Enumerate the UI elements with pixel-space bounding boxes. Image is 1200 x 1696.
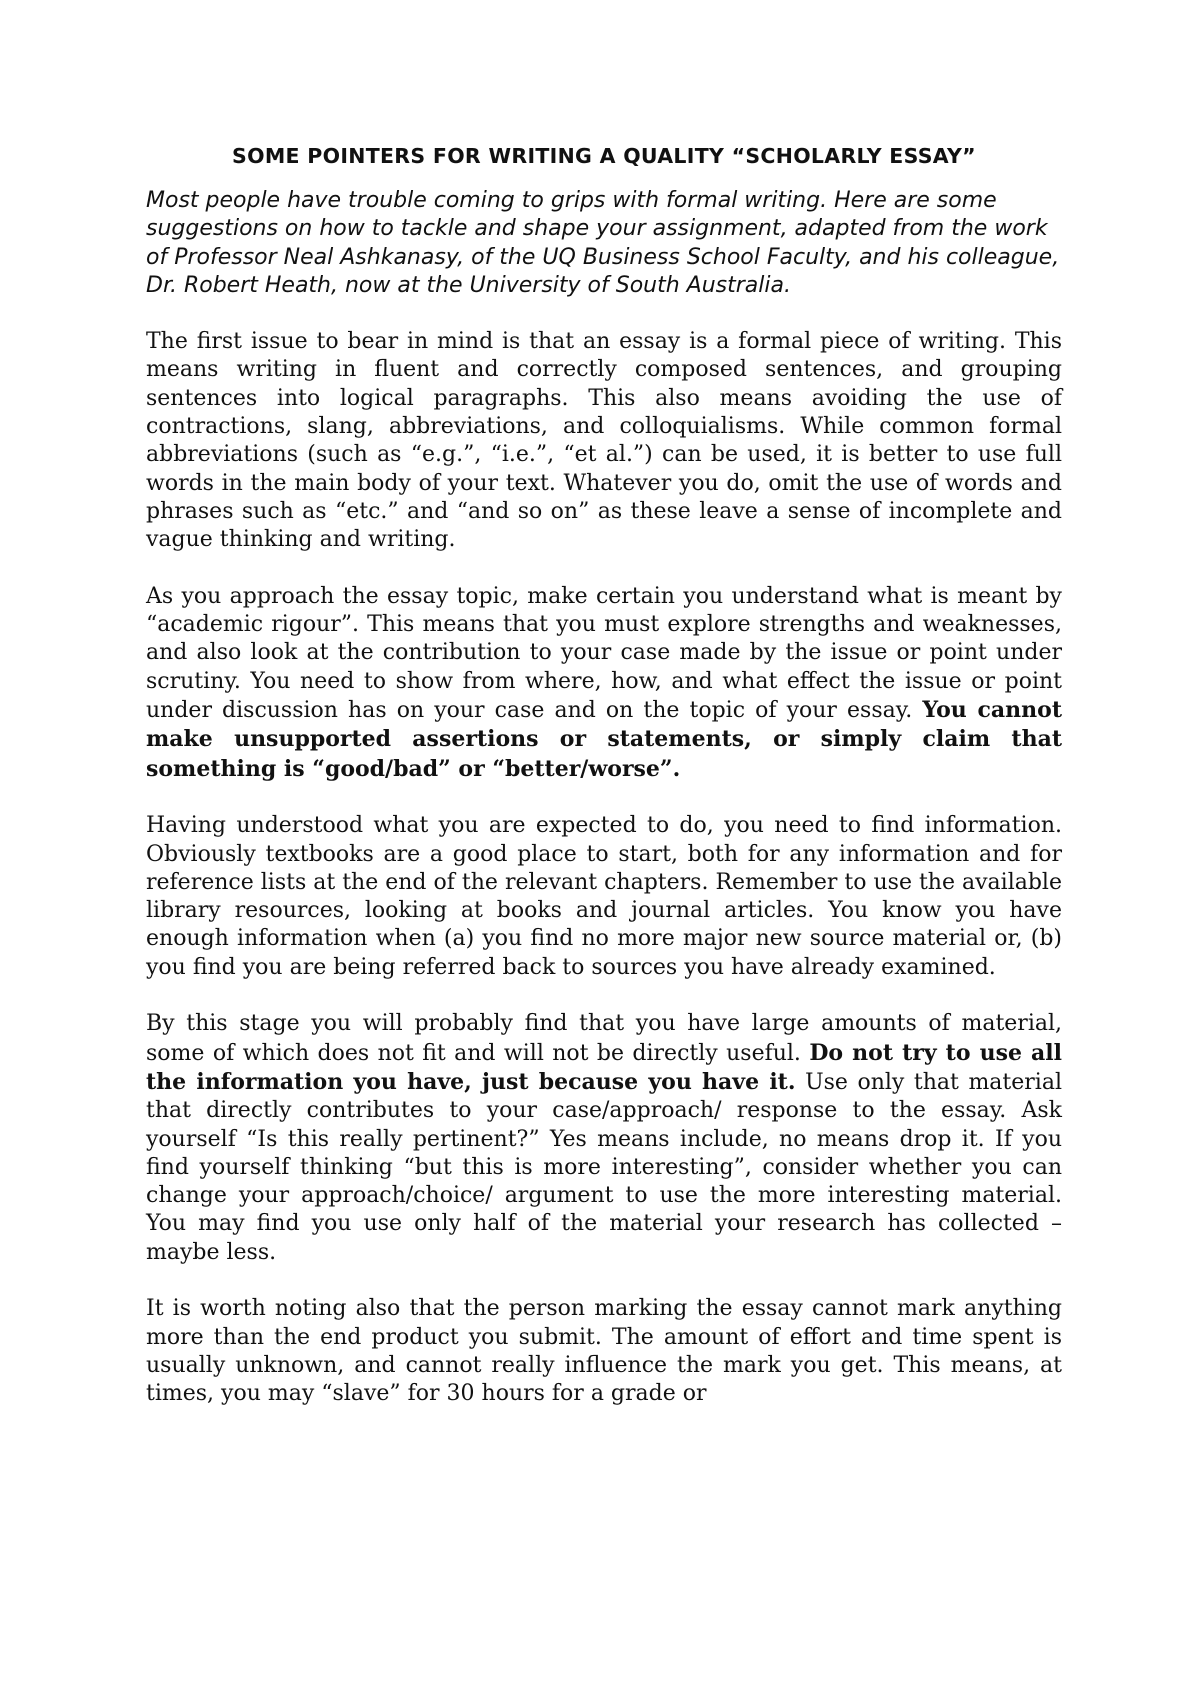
emphasis-text: Do not try to use all the information you have, just because you have it. (146, 1039, 1062, 1095)
emphasis-text: You cannot make unsupported assertions or statements, or simply claim that something is “good/bad” or “better/worse”. (146, 697, 1062, 782)
document-page (146, 142, 1062, 1437)
document-title: SOME POINTERS FOR WRITING A QUALITY “SCHOLARLY ESSAY” (232, 144, 976, 168)
paragraph-use-material (146, 1010, 1062, 1267)
paragraph-text: Use only that material that directly contributes to your case/approach/ response to the essay. Ask yourself “Is this really pertinent?” Yes means include, no means drop it. If you find yourself thinking “but this is more interesting”, consider whether you can change your approach/choice/ argument to use the more interesting material. You may find you use only half of the material your research has collected – maybe less. (146, 1069, 1062, 1265)
paragraph-text: As you approach the essay topic, make certain you understand what is meant by “academic rigour”. This means that you must explore strengths and weaknesses, and also look at the contribution to your case made by the issue or point under scrutiny. You need to show from where, how, and what effect the issue or point under discussion has on your case and on the topic of your essay. (146, 583, 1062, 724)
paragraph-academic-rigour (146, 583, 1062, 784)
paragraph-formal-writing: The first issue to bear in mind is that an essay is a formal piece of writing. This means writing in fluent and correctly composed sentences, and grouping sentences into logical paragraphs. This also means avoiding the use of contractions, slang, abbreviations, and colloquialisms. While common formal abbreviations (such as “e.g.”, “i.e.”, “et al.”) can be used, it is better to use full words in the main body of your text. Whatever you do, omit the use of words and phrases such as “etc.” and “and so on” as these leave a sense of incomplete and vague thinking and writing. (146, 329, 1062, 553)
paragraph-text: By this stage you will probably find that you have large amounts of material, some of which does not fit and will not be directly useful. (146, 1011, 1062, 1066)
paragraph-find-information: Having understood what you are expected to do, you need to find information. Obviously textbooks are a good place to start, both for any information and for reference lists at the end of the relevant chapters. Remember to use the available library resources, looking at books and journal articles. You know you have enough information when (a) you find no more major new source material or, (b) you find you are being referred back to sources you have already examined. (146, 813, 1062, 980)
intro-paragraph: Most people have trouble coming to grips with formal writing. Here are some suggestions on how to tackle and shape your assignment, adapted from the work of Professor Neal Ashkanasy, of the UQ Business School Faculty, and his colleague, Dr. Robert Heath, now at the University of South Australia. (146, 188, 1060, 298)
paragraph-end-product: It is worth noting also that the person marking the essay cannot mark anything more than the end product you submit. The amount of effort and time spent is usually unknown, and cannot really influence the mark you get. This means, at times, you may “slave” for 30 hours for a grade or (146, 1296, 1062, 1407)
